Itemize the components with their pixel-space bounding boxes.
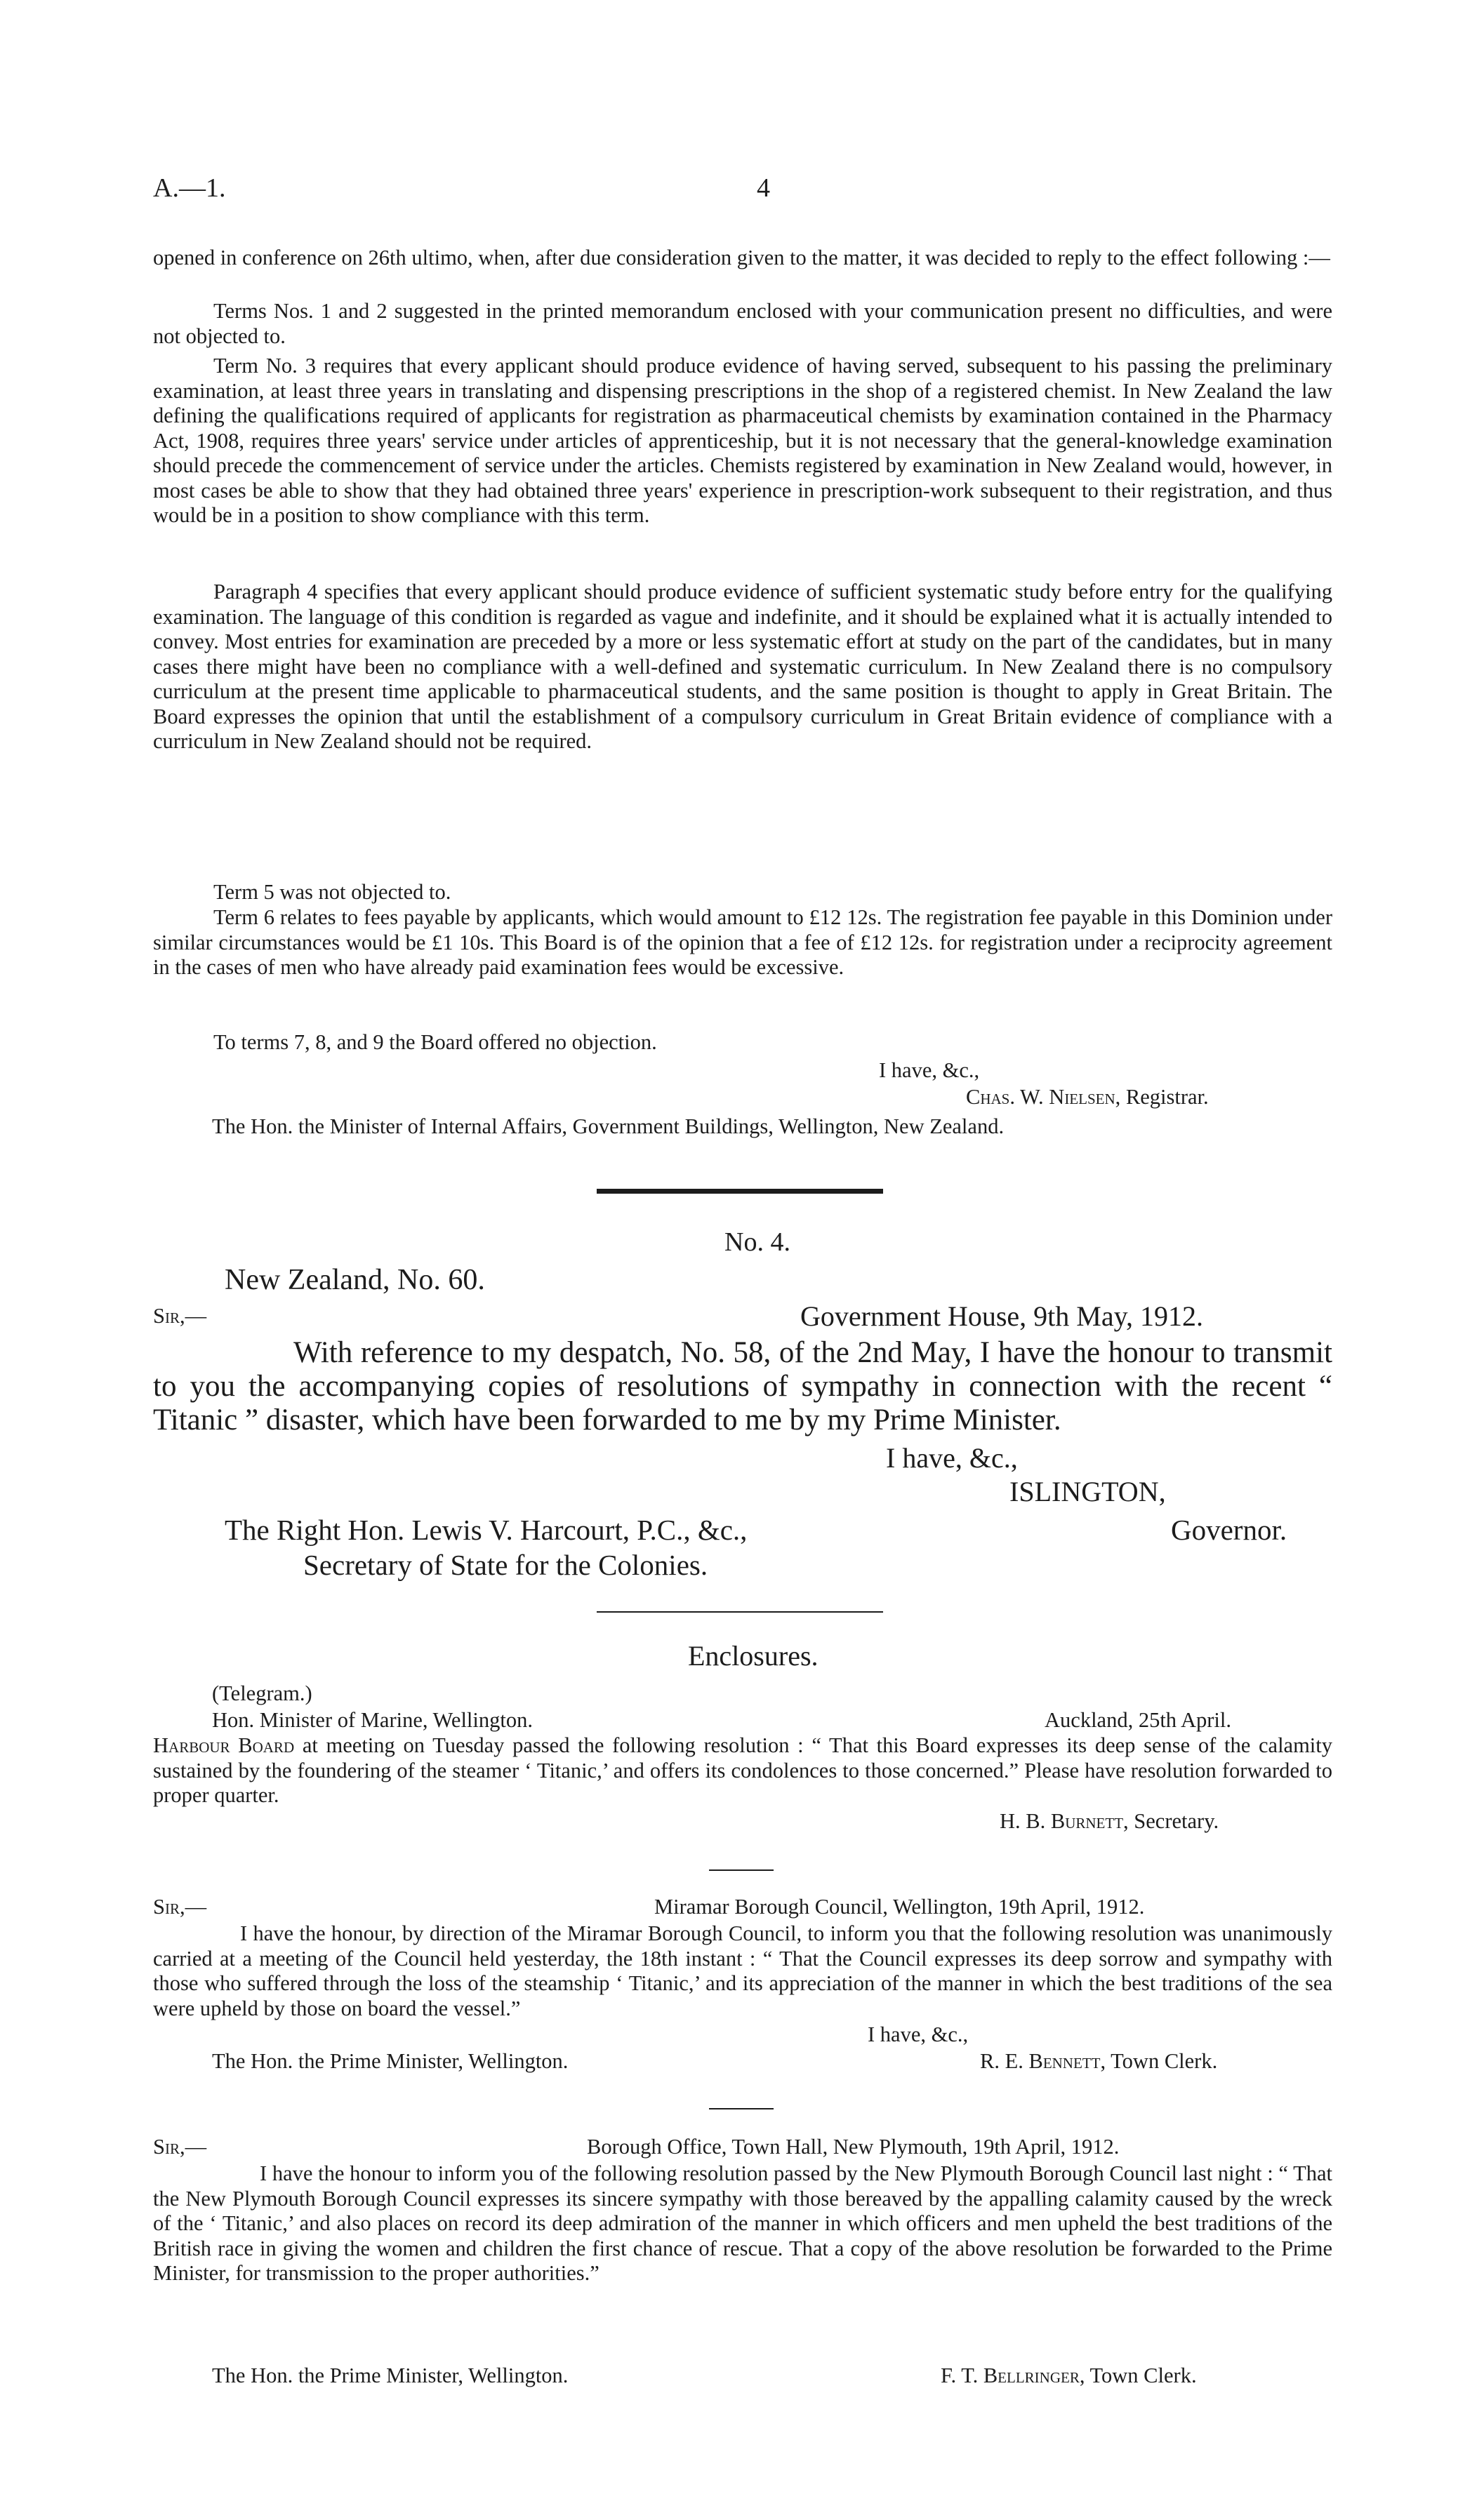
telegram-text: at meeting on Tuesday passed the following resolution : “ That this Board expresses its deep sense of the calamity sustained by the foundering of the steamer ‘ Titanic,’ and offers its condolences to those concerned.” Please have resolution forwarded to proper quarter. [153,1733,1332,1807]
signature-name: Chas. W. Nielsen [966,1085,1115,1109]
signature-title: , Secretary. [1123,1809,1219,1833]
paragraph-text: Term 6 relates to fees payable by applicants, which would amount to £12 12s. The registration fee payable in this Dominion under similar circumstances would be £1 10s. This Board is of the opinion that a fee of £12 12s. for registration under a reciprocity agreement in the cases of men who have already paid examination fees would be excessive. [153,905,1332,979]
signature-title: , Town Clerk. [1079,2364,1197,2387]
section-divider [597,1189,883,1194]
paragraph-text: opened in conference on 26th ultimo, when, after due consideration given to the matter, it was decided to reply to the effect following :— [153,246,1330,269]
letter-closing: I have, &c., [879,1058,980,1082]
miramar-salutation [153,1895,206,1920]
miramar-body [153,1921,1332,2021]
body-text: I have the honour to inform you of the following resolution passed by the New Plymouth Borough Council last night : “ That the New Plymouth Borough Council expresses its sincere sympathy with those bereaved by the appalling calamity caused by the wreck of the ‘ Titanic,’ and also places on record its deep admiration of the manner in which officers and men upheld the best traditions of the British race in giving the women and children the first chance of rescue. That a copy of the above resolution be forwarded to the Prime Minister, for transmission to the proper authorities.” [153,2161,1332,2285]
despatch-addressee: The Right Hon. Lewis V. Harcourt, P.C., &c., [225,1514,748,1546]
letter-paragraph [153,580,1332,754]
telegram-to: Hon. Minister of Marine, Wellington. [212,1708,533,1732]
paragraph-text: Paragraph 4 specifies that every applicant should produce evidence of sufficient systematic study before entry for the qualifying examination. The language of this condition is regarded as vague and indefinite, and it should be explained what it is actually intended to convey. Most entries for examination are preceded by a more or less systematic effort at study on the part of the candidates, but in many cases there might have been no compliance with a well-defined and systematic curriculum. In New Zealand there is no compulsory curriculum at the present time applicable to pharmaceutical students, and the same position is thought to apply in Great Britain. The Board expresses the opinion that until the establishment of a compulsory curriculum in Great Britain evidence of compliance with a curriculum in New Zealand should not be required. [153,580,1332,753]
paragraph-text: Term No. 3 requires that every applicant should produce evidence of having served, subsequent to his passing the preliminary examination, at least three years in translating and dispensing prescriptions in the shop of a registered chemist. In New Zealand the law defining the qualifications required of applicants for registration as pharmaceutical chemists by examination contained in the Pharmacy Act, 1908, requires three years' service under articles of apprenticeship, but it is not necessary that the general-knowledge examination should precede the commencement of service under the articles. Chemists registered by examination in New Zealand would, however, in most cases be able to show that they had obtained three years' experience in prescription-work subsequent to their registration, and thus would be in a position to show compliance with this term. [153,354,1332,527]
signature-name: R. E. Bennett [980,2049,1101,2073]
body-text: I have the honour, by direction of the Miramar Borough Council, to inform you that the following resolution was unanimously carried at a meeting of the Council held yesterday, the 18th instant : “ That the Council expresses its deep sorrow and sympathy with those who suffered through the loss of the steamship ‘ Titanic,’ and its appreciation of the manner in which the best traditions of the sea were upheld by those on board the vessel.” [153,1921,1332,2020]
miramar-closing: I have, &c., [868,2022,969,2046]
letter-paragraph [153,354,1332,528]
letter-paragraph [153,1030,1332,1055]
letter-paragraph [153,246,1332,271]
despatch-number: No. 4. [724,1227,790,1257]
miramar-place-date: Miramar Borough Council, Wellington, 19th April, 1912. [654,1895,1145,1919]
telegram-lead: Harbour Board [153,1733,295,1757]
section-divider [597,1611,883,1613]
paragraph-text: Terms Nos. 1 and 2 suggested in the printed memorandum enclosed with your communication present no difficulties, and were not objected to. [153,299,1332,348]
telegram-place-date: Auckland, 25th April. [1045,1708,1231,1732]
enclosures-heading: Enclosures. [688,1640,819,1672]
section-divider [709,2108,774,2109]
section-divider [709,1869,774,1871]
new-plymouth-body [153,2161,1332,2286]
new-plymouth-place-date: Borough Office, Town Hall, New Plymouth, 19th April, 1912. [587,2135,1120,2159]
salutation-text: Sir,— [153,1304,207,1328]
despatch-closing: I have, &c., [886,1442,1018,1474]
despatch-salutation [153,1304,206,1329]
despatch-series: New Zealand, No. 60. [225,1264,485,1296]
paragraph-text: To terms 7, 8, and 9 the Board offered no objection. [213,1030,657,1054]
signature-title: , Registrar. [1115,1085,1209,1109]
document-reference: A.—1. [153,173,226,203]
salutation-text: Sir,— [153,1895,207,1919]
telegram-label: (Telegram.) [212,1681,312,1705]
salutation-text: Sir,— [153,2135,207,2159]
despatch-signatory: ISLINGTON, [1009,1476,1166,1507]
letter-signature [966,1085,1209,1110]
letter-paragraph [153,905,1332,980]
signature-name: H. B. Burnett [1000,1809,1124,1833]
letter-paragraph [153,880,1332,905]
new-plymouth-signature [941,2364,1197,2389]
page-number: 4 [757,173,770,203]
signature-name: F. T. Bellringer [941,2364,1080,2387]
letter-paragraph [153,299,1332,349]
body-text: With reference to my despatch, No. 58, of the 2nd May, I have the honour to transmit to you the accompanying copies of resolutions of sympathy in connection with the recent “ Titanic ” disaster, which have been forwarded to me by my Prime Minister. [153,1336,1332,1436]
signature-title: , Town Clerk. [1100,2049,1218,2073]
miramar-addressee: The Hon. the Prime Minister, Wellington. [212,2049,569,2073]
despatch-body [153,1336,1332,1437]
despatch-signatory-title: Governor. [1171,1514,1287,1546]
despatch-addressee-office: Secretary of State for the Colonies. [303,1549,708,1581]
new-plymouth-addressee: The Hon. the Prime Minister, Wellington. [212,2364,569,2387]
despatch-place-date: Government House, 9th May, 1912. [800,1300,1203,1332]
telegram-signature [1000,1809,1219,1834]
letter-addressee: The Hon. the Minister of Internal Affairs, Government Buildings, Wellington, New Zealand. [212,1114,1005,1138]
new-plymouth-salutation [153,2135,206,2160]
telegram-body [153,1733,1332,1808]
paragraph-text: Term 5 was not objected to. [213,880,451,904]
miramar-signature [980,2049,1217,2074]
